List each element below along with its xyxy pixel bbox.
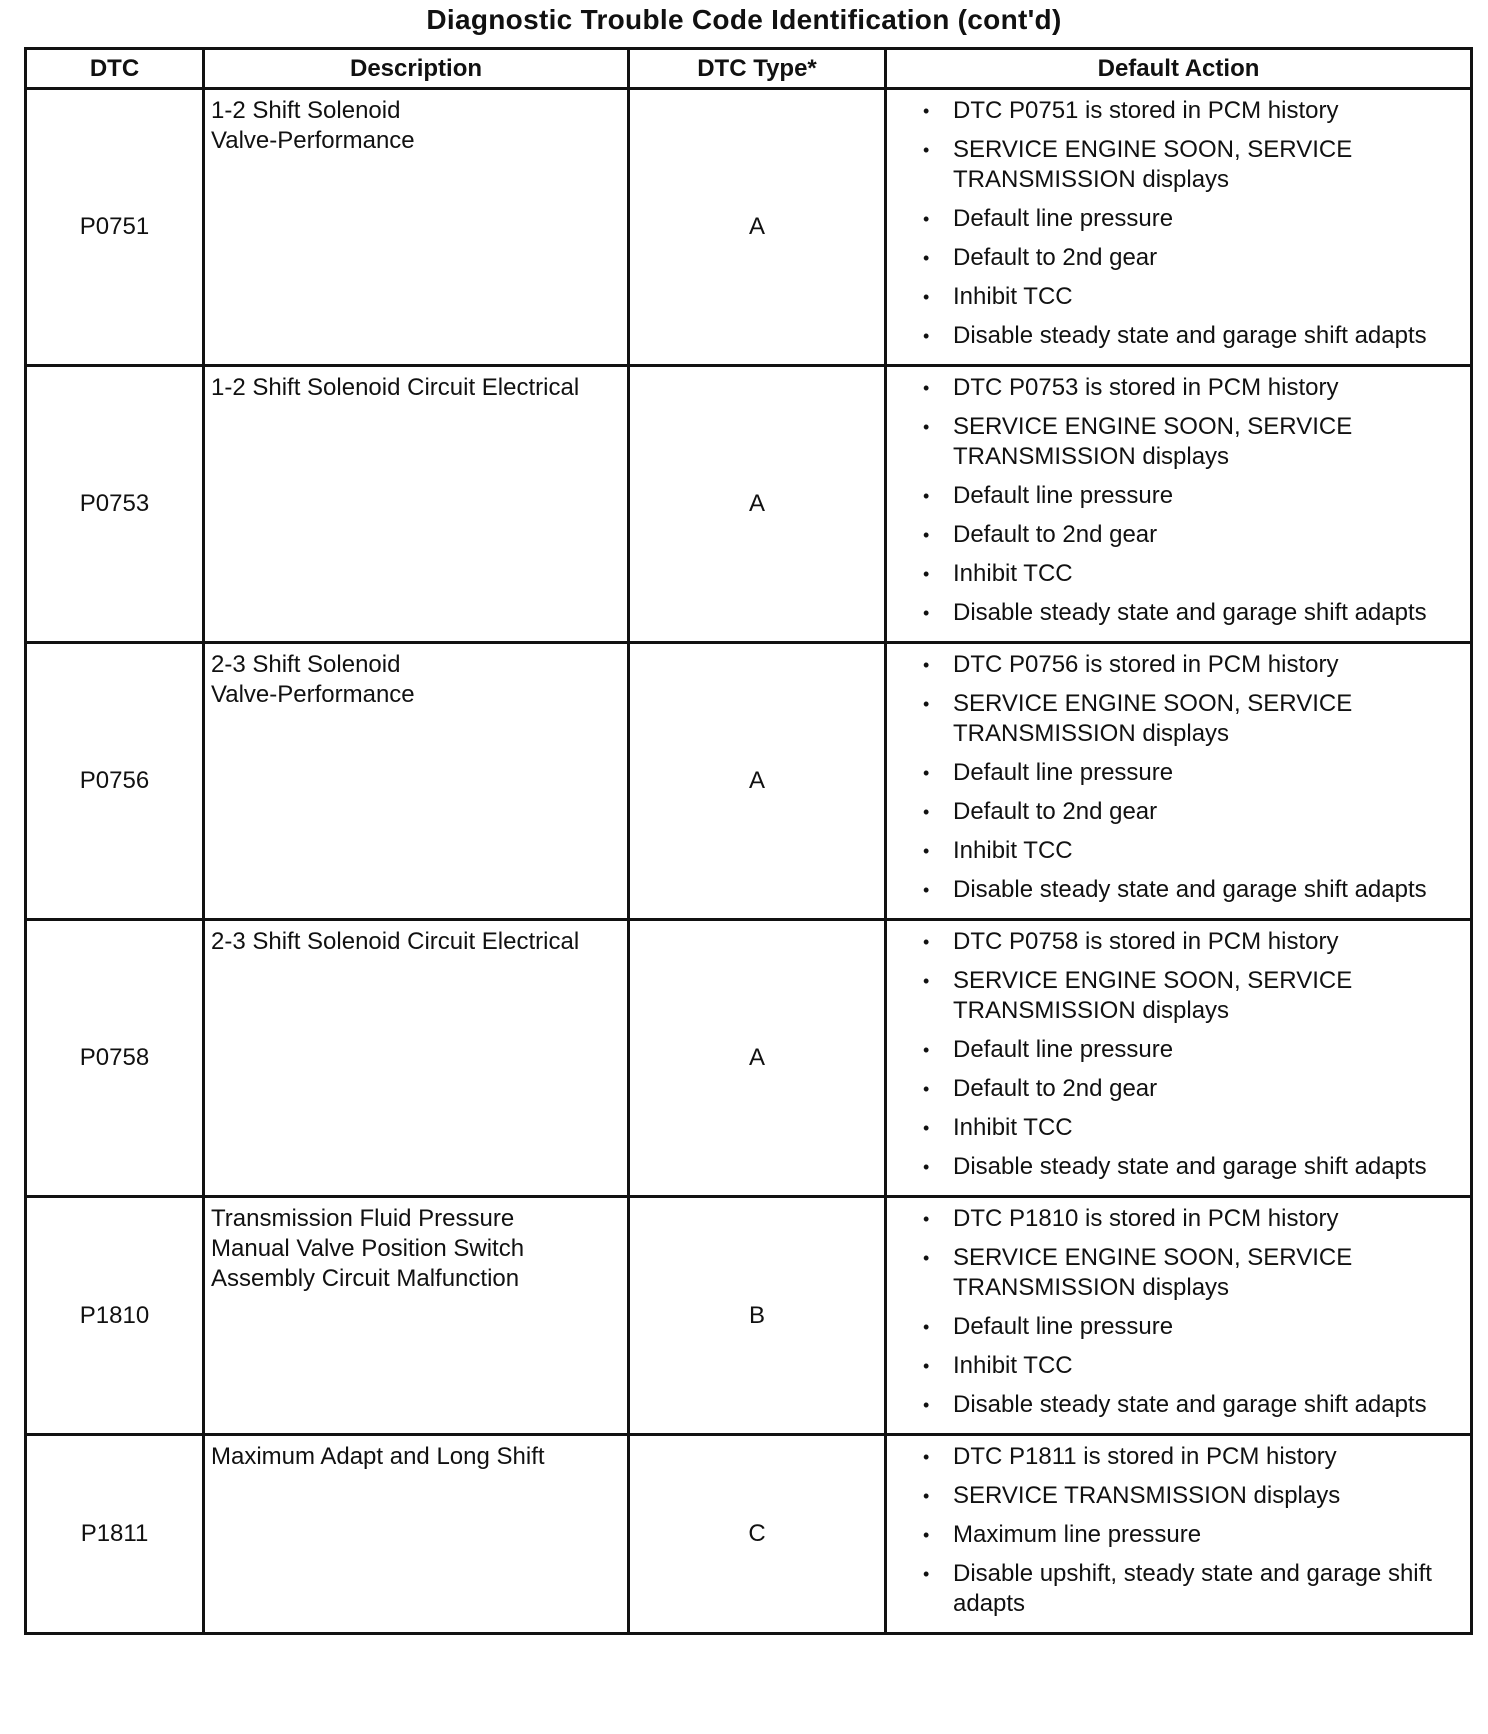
action-item: • Inhibit TCC bbox=[923, 1113, 1446, 1143]
dtc-description: Maximum Adapt and Long Shift bbox=[204, 1435, 629, 1634]
default-action-list bbox=[923, 927, 1446, 1182]
action-item: • Inhibit TCC bbox=[923, 836, 1446, 866]
dtc-code: P0756 bbox=[26, 643, 204, 920]
default-action-cell bbox=[886, 643, 1472, 920]
action-item: • Disable steady state and garage shift adapts bbox=[923, 321, 1446, 351]
table-row bbox=[26, 920, 1472, 1197]
action-item: • SERVICE TRANSMISSION displays bbox=[923, 1481, 1446, 1511]
action-item: • DTC P0756 is stored in PCM history bbox=[923, 650, 1446, 680]
dtc-type: B bbox=[629, 1197, 886, 1435]
action-item: • Disable upshift, steady state and garage shift adapts bbox=[923, 1559, 1446, 1619]
action-item: • Maximum line pressure bbox=[923, 1520, 1446, 1550]
action-item: • Inhibit TCC bbox=[923, 1351, 1446, 1381]
dtc-table bbox=[24, 47, 1473, 1635]
default-action-list bbox=[923, 650, 1446, 905]
action-item: • Disable steady state and garage shift adapts bbox=[923, 1390, 1446, 1420]
default-action-cell bbox=[886, 1435, 1472, 1634]
table-row bbox=[26, 366, 1472, 643]
action-item: • Default to 2nd gear bbox=[923, 243, 1446, 273]
action-item: • Default line pressure bbox=[923, 758, 1446, 788]
dtc-type: C bbox=[629, 1435, 886, 1634]
table-header-row bbox=[26, 49, 1472, 89]
action-item: • Default line pressure bbox=[923, 481, 1446, 511]
default-action-list bbox=[923, 373, 1446, 628]
action-item: • Disable steady state and garage shift adapts bbox=[923, 875, 1446, 905]
action-item: • SERVICE ENGINE SOON, SERVICE TRANSMISSION displays bbox=[923, 412, 1446, 472]
table-row bbox=[26, 1197, 1472, 1435]
action-item: • Default line pressure bbox=[923, 1035, 1446, 1065]
action-item: • DTC P1811 is stored in PCM history bbox=[923, 1442, 1446, 1472]
action-item: • Inhibit TCC bbox=[923, 282, 1446, 312]
action-item: • SERVICE ENGINE SOON, SERVICE TRANSMISSION displays bbox=[923, 689, 1446, 749]
dtc-description: Transmission Fluid Pressure Manual Valve Position Switch Assembly Circuit Malfunction bbox=[204, 1197, 629, 1435]
column-header-default-action: Default Action bbox=[886, 49, 1472, 89]
page-title: Diagnostic Trouble Code Identification (cont'd) bbox=[426, 4, 1062, 35]
dtc-type: A bbox=[629, 366, 886, 643]
dtc-code: P0758 bbox=[26, 920, 204, 1197]
action-item: • Default line pressure bbox=[923, 1312, 1446, 1342]
table-body bbox=[26, 89, 1472, 1634]
dtc-code: P1810 bbox=[26, 1197, 204, 1435]
default-action-cell bbox=[886, 89, 1472, 366]
default-action-cell bbox=[886, 366, 1472, 643]
action-item: • Default line pressure bbox=[923, 204, 1446, 234]
action-item: • DTC P0751 is stored in PCM history bbox=[923, 96, 1446, 126]
column-header-dtc: DTC bbox=[26, 49, 204, 89]
dtc-code: P0751 bbox=[26, 89, 204, 366]
dtc-type: A bbox=[629, 643, 886, 920]
dtc-description: 1-2 Shift Solenoid Valve-Performance bbox=[204, 89, 629, 366]
action-item: • Default to 2nd gear bbox=[923, 1074, 1446, 1104]
dtc-code: P1811 bbox=[26, 1435, 204, 1634]
table-row bbox=[26, 643, 1472, 920]
action-item: • Default to 2nd gear bbox=[923, 797, 1446, 827]
dtc-type: A bbox=[629, 920, 886, 1197]
action-item: • Disable steady state and garage shift adapts bbox=[923, 1152, 1446, 1182]
action-item: • Disable steady state and garage shift adapts bbox=[923, 598, 1446, 628]
default-action-list bbox=[923, 1442, 1446, 1619]
dtc-description: 2-3 Shift Solenoid Circuit Electrical bbox=[204, 920, 629, 1197]
table-row bbox=[26, 89, 1472, 366]
column-header-description: Description bbox=[204, 49, 629, 89]
action-item: • DTC P0753 is stored in PCM history bbox=[923, 373, 1446, 403]
action-item: • DTC P1810 is stored in PCM history bbox=[923, 1204, 1446, 1234]
action-item: • Default to 2nd gear bbox=[923, 520, 1446, 550]
default-action-cell bbox=[886, 920, 1472, 1197]
action-item: • DTC P0758 is stored in PCM history bbox=[923, 927, 1446, 957]
action-item: • SERVICE ENGINE SOON, SERVICE TRANSMISSION displays bbox=[923, 1243, 1446, 1303]
table-row bbox=[26, 1435, 1472, 1634]
dtc-description: 2-3 Shift Solenoid Valve-Performance bbox=[204, 643, 629, 920]
dtc-description: 1-2 Shift Solenoid Circuit Electrical bbox=[204, 366, 629, 643]
default-action-list bbox=[923, 1204, 1446, 1420]
action-item: • SERVICE ENGINE SOON, SERVICE TRANSMISSION displays bbox=[923, 135, 1446, 195]
column-header-dtc-type: DTC Type* bbox=[629, 49, 886, 89]
default-action-cell bbox=[886, 1197, 1472, 1435]
dtc-type: A bbox=[629, 89, 886, 366]
action-item: • SERVICE ENGINE SOON, SERVICE TRANSMISSION displays bbox=[923, 966, 1446, 1026]
dtc-code: P0753 bbox=[26, 366, 204, 643]
action-item: • Inhibit TCC bbox=[923, 559, 1446, 589]
default-action-list bbox=[923, 96, 1446, 351]
